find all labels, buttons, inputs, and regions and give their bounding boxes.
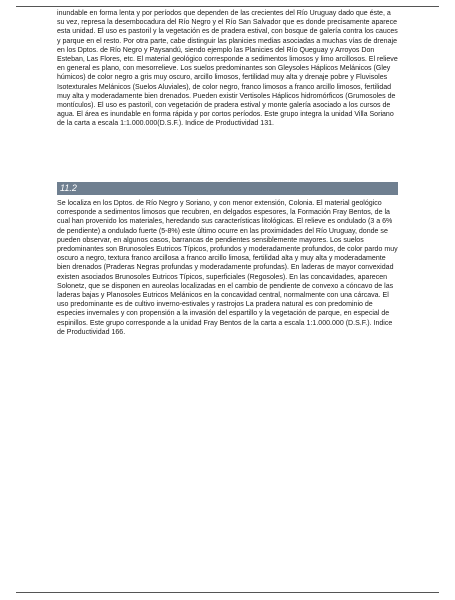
section-header-bar	[57, 182, 398, 195]
bottom-rule	[16, 592, 439, 593]
top-rule	[16, 6, 439, 7]
paragraph-2: Se localiza en los Dptos. de Río Negro y Soriano, y con menor extensión, Colonia. El material geológico corresponde a sedimentos limosos que recubren, en delgados espesores, la Formación Fray Bentos, de la cual han provenido los materiales, heredando sus características litológicas. El relieve es ondulado (3 a 6% de pendiente) a ondulado fuerte (5-8%) este último ocurre en las proximidades del Río Uruguay, donde se pueden observar, en algunos casos, barrancas de pendientes sensiblemente mayores. Los suelos predominantes son Brunosoles Eutricos Típicos, profundos y moderadamente profundos, de color pardo muy oscuro a negro, textura franco arcillosa a franco arcillo limosa, fertilidad alta y muy alta y moderadamente bien drenados (Praderas Negras profundas y moderadamente profundas). En laderas de mayor convexidad existen asociados Brunosoles Eutricos Típicos, superficiales (Regosoles). En las concavidades, aparecen Solonetz, que se disponen en aureolas localizadas en el cambio de pendiente de convexo a cóncavo de las laderas bajas y Planosoles Eutricos Melánicos en la concavidad central, normalmente con una cárcava. El uso predominante es de cultivo inverno-estivales y rastrojos La pradera natural es con predominio de especies invernales y con propensión a la invasión del espartillo y la vegetación de parque, en especial de espinillos. Este grupo corresponde a la unidad Fray Bentos de la carta a escala 1:1.000.000 (D.S.F.). Indice de Productividad 166.	[57, 200, 398, 336]
section-heading: 11.2	[60, 183, 77, 193]
paragraph-1: inundable en forma lenta y por períodos que dependen de las crecientes del Río Uruguay dado que éste, a su vez, represa la desembocadura del Río Negro y el Río San Salvador que es donde precisamente aparece esta unidad. El uso es pastoril y la vegetación es de pradera estival, con bosque de galería contra los cauces y parque en el resto. Por otra parte, cabe distinguir las planicies medias asociadas a muchas vías de drenaje en los Dptos. de Río Negro y Paysandú, siendo ejemplo las Planicies del Río Queguay y Arroyos Don Esteban, Las Flores, etc. El material geológico corresponde a sedimentos limosos y limo arcillosos. El relieve en general es plano, con mesorrelieve. Los suelos predominantes son Gleysoles Háplicos Melánicos (Gley húmicos) de color negro a gris muy oscuro, arcillo limosos, fertilidad muy alta y drenaje pobre y Fluvisoles Isotexturales Melánicos (Suelos Aluviales), de color negro, franco limosos a franco arcillo limosos, fertilidad muy alta y moderadamente bien drenados. Pueden existir Vertisoles Háplicos hidromórficos (Grumosoles de montículos). El uso es pastoril, con vegetación de pradera estival y monte galería asociado a los cursos de agua. El área es inundable en forma rápida y por cortos períodos. Este grupo integra la unidad Villa Soriano de la carta a escala 1:1.000.000(D.S.F.). Indice de Productividad 131.	[57, 10, 398, 128]
